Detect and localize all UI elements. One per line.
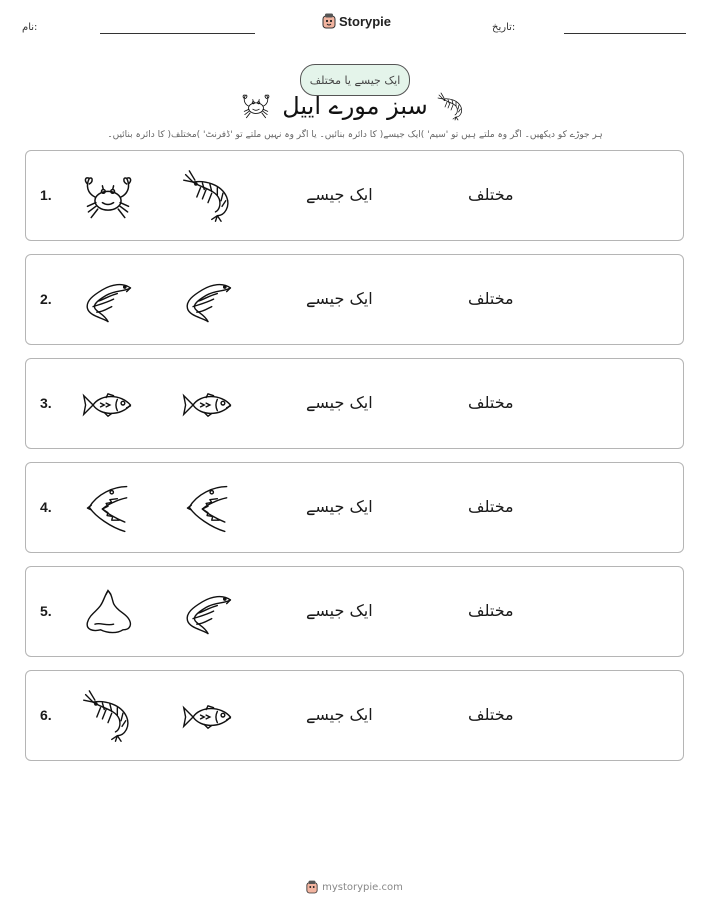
option-same[interactable]: ایک جیسے — [306, 705, 373, 724]
storypie-mascot-icon — [306, 880, 318, 894]
eel-icon — [80, 273, 136, 329]
name-label: نام: — [22, 22, 38, 33]
option-different[interactable]: مختلف — [468, 185, 514, 204]
question-number: 2. — [40, 291, 52, 307]
question-row-5 — [25, 566, 684, 657]
question-row-3 — [25, 358, 684, 449]
question-number: 6. — [40, 707, 52, 723]
question-number: 1. — [40, 187, 52, 203]
fish-icon — [180, 689, 236, 745]
option-different[interactable]: مختلف — [468, 289, 514, 308]
shrimp-icon — [180, 169, 236, 225]
instruction-text: ہر جوڑے کو دیکھیں۔ اگر وہ ملتے ہیں تو 'سیم' )ایک جیسے( کا دائرہ بنائیں۔ یا اگر وہ نہیں ملتے تو 'ڈفرنٹ' )مختلف( کا دائرہ بنائیں۔ — [107, 130, 603, 140]
option-same[interactable]: ایک جیسے — [306, 601, 373, 620]
eel-mouth-icon — [180, 481, 236, 537]
option-different[interactable]: مختلف — [468, 393, 514, 412]
fish-icon — [180, 377, 236, 433]
question-number: 4. — [40, 499, 52, 515]
option-different[interactable]: مختلف — [468, 601, 514, 620]
question-row-2 — [25, 254, 684, 345]
footer-site[interactable]: mystorypie.com — [322, 881, 403, 893]
shrimp-icon — [436, 92, 466, 122]
storypie-mascot-icon — [322, 13, 336, 29]
shrimp-icon — [80, 689, 136, 745]
topic-badge: ایک جیسے یا مختلف — [300, 64, 410, 96]
question-row-6 — [25, 670, 684, 761]
eel-icon — [180, 273, 236, 329]
eel-mouth-icon — [80, 481, 136, 537]
brand-name: Storypie — [339, 13, 392, 29]
question-number: 5. — [40, 603, 52, 619]
jelly-blob-icon — [80, 585, 136, 641]
question-row-4 — [25, 462, 684, 553]
option-same[interactable]: ایک جیسے — [306, 185, 373, 204]
footer — [0, 880, 709, 894]
page-title: سبز مورے اییل — [282, 92, 428, 120]
option-same[interactable]: ایک جیسے — [306, 393, 373, 412]
question-row-1 — [25, 150, 684, 241]
option-different[interactable]: مختلف — [468, 497, 514, 516]
option-different[interactable]: مختلف — [468, 705, 514, 724]
date-line[interactable] — [564, 33, 686, 34]
name-line[interactable] — [100, 33, 255, 34]
question-number: 3. — [40, 395, 52, 411]
option-same[interactable]: ایک جیسے — [306, 289, 373, 308]
brand-logo — [322, 13, 391, 29]
crab-icon — [80, 169, 136, 225]
eel-icon — [180, 585, 236, 641]
fish-icon — [80, 377, 136, 433]
option-same[interactable]: ایک جیسے — [306, 497, 373, 516]
date-label: تاریخ: — [492, 22, 516, 33]
